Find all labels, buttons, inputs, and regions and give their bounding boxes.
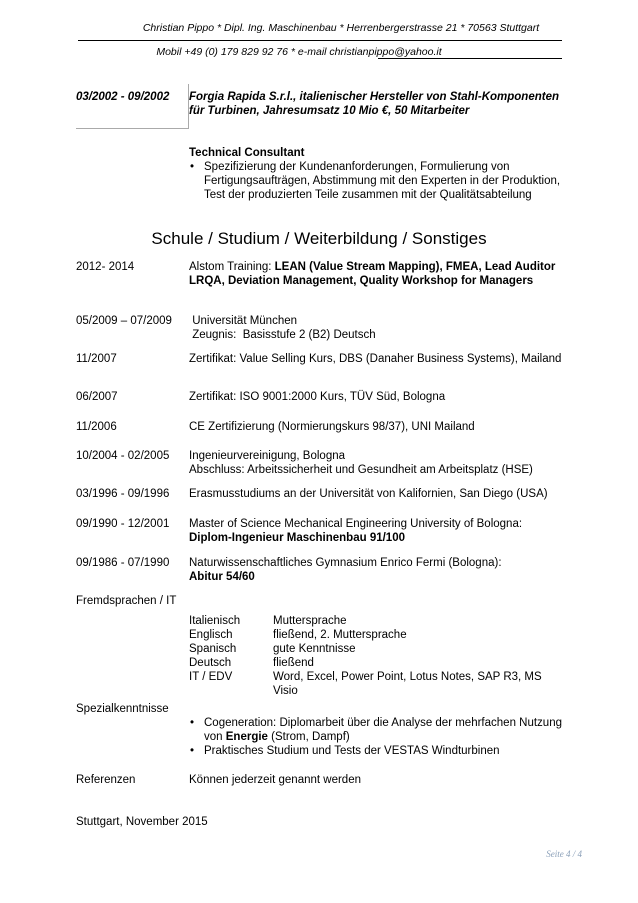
education-period: 09/1986 - 07/1990: [76, 557, 170, 569]
language-row: Italienisch Muttersprache: [189, 615, 347, 627]
cv-page: Christian Pippo * Dipl. Ing. Maschinenbau * Herrenbergerstrasse 21 * 70563 Stuttgart Mobil +49 (0) 179 829 92 76 * e-mail christianpippo@yahoo.it 03/2002 - 09/2002 Forgia Rapida S.r.l., italienischer Hersteller von Stahl-Komponenten für Turbinen, Jahresumsatz 10 Mio €, 50 Mitarbeiter Technical Consultant • Spezifizierung der Kundenanforderungen, Formulierung von Fertigungsaufträgen, Abstimmung mit den Experten in der Produktion, Test der produzierten Teile zusammen mit der Qualitätsabteilung Schule / Studium / Weiterbildung / Sonstiges 2012- 2014 Alstom Training: LEAN (Value Stream Mapping), FMEA, Lead Auditor LRQA, Deviation Management, Quality Workshop for Managers 05/2009 – 07/2009 Universität München Zeugnis: Basisstufe 2 (B2) Deutsch 11/2007 Zertifikat: Value Selling Kurs, DBS (Danaher Business Systems), Mailand 06/2007 Zertifikat: ISO 9001:2000 Kurs, TÜV Süd, Bologna 11/2006 CE Zertifizierung (Normierungskurs 98/37), UNI Mailand 10/2004 - 02/2005 Ingenieurvereinigung, Bologna Abschluss: Arbeitssicherheit und Gesundheit am Arbeitsplatz (HSE) 03/1996 - 09/1996 Erasmusstudiums an der Universität von Kalifornien, San Diego (USA) 09/1990 - 12/2001 Master of Science Mechanical Engineering University of Bologna: Diplom-Ingenieur Maschinenbau 91/100 09/1986 - 07/1990 Naturwissenschaftliches Gymnasium Enrico Fermi (Bologna): Abitur 54/60 Fremdsprachen / IT Italienisch Muttersprache Englisch fließend, 2. Muttersprache Spanisch gute Kenntnisse Deutsch fließend IT / EDV Word, Excel, Power Point, Lotus Notes, SAP R3, MS Visio Spezialkenntnisse • Cogeneration: Diplomarbeit über die Analyse der mehrfachen Nutzung von Energie (Strom, Dampf) • Praktisches Studium und Tests der VESTAS Windturbinen Referenzen Können jederzeit genannt werden Stuttgart, November 2015 Seite 4 / 4: [0, 0, 638, 903]
employment-task-list: [189, 160, 566, 202]
section-title: Schule / Studium / Weiterbildung / Sonstiges: [151, 229, 487, 248]
language-row: Englisch fließend, 2. Muttersprache: [189, 629, 407, 641]
special-list: [189, 716, 566, 758]
employment-role: Technical Consultant: [189, 147, 305, 159]
page-number: Seite 4 / 4: [546, 849, 582, 859]
employment-task: • Spezifizierung der Kundenanforderungen, Formulierung von Fertigungsaufträgen, Abstimmung mit den Experten in der Produktion, Test der produzierten Teile zusammen mit der Qualitätsabteilung: [189, 160, 566, 202]
header-contact-line-2: Mobil +49 (0) 179 829 92 76 * e-mail christianpippo@yahoo.it: [156, 46, 442, 58]
education-text: Universität München Zeugnis: Basisstufe 2 (B2) Deutsch: [189, 315, 376, 341]
references-text: Können jederzeit genannt werden: [189, 774, 361, 786]
education-text: Zertifikat: Value Selling Kurs, DBS (Danaher Business Systems), Mailand: [189, 353, 562, 365]
education-text: Zertifikat: ISO 9001:2000 Kurs, TÜV Süd, Bologna: [189, 391, 446, 403]
special-item: • Praktisches Studium und Tests der VESTAS Windturbinen: [189, 744, 566, 758]
education-period: 03/1996 - 09/1996: [76, 488, 170, 500]
header-rule-2: [378, 58, 562, 59]
education-text: Ingenieurvereinigung, Bologna Abschluss: Arbeitssicherheit und Gesundheit am Arbeitsplatz (HSE): [189, 450, 533, 476]
education-text: CE Zertifizierung (Normierungskurs 98/37), UNI Mailand: [189, 421, 475, 433]
language-row: IT / EDV Word, Excel, Power Point, Lotus Notes, SAP R3, MS Visio: [189, 671, 542, 697]
education-text: Alstom Training: LEAN (Value Stream Mapping), FMEA, Lead Auditor LRQA, Deviation Management, Quality Workshop for Managers: [189, 261, 556, 287]
special-label: Spezialkenntnisse: [76, 703, 169, 715]
education-period: 09/1990 - 12/2001: [76, 518, 170, 530]
education-period: 11/2006: [76, 421, 117, 433]
references-label: Referenzen: [76, 774, 136, 786]
languages-label: Fremdsprachen / IT: [76, 595, 177, 607]
education-period: 06/2007: [76, 391, 118, 403]
header-rule: [78, 40, 562, 41]
education-text: Erasmusstudiums an der Universität von Kalifornien, San Diego (USA): [189, 488, 548, 500]
employment-period: 03/2002 - 09/2002: [76, 91, 170, 103]
education-text: Master of Science Mechanical Engineering University of Bologna: Diplom-Ingenieur Maschinenbau 91/100: [189, 518, 523, 544]
languages-list: [189, 614, 566, 698]
education-period: 2012- 2014: [76, 261, 135, 273]
special-item: • Cogeneration: Diplomarbeit über die Analyse der mehrfachen Nutzung von Energie (Strom, Dampf): [189, 716, 566, 744]
education-period: 10/2004 - 02/2005: [76, 450, 170, 462]
education-period: 11/2007: [76, 353, 117, 365]
language-row: Deutsch fließend: [189, 657, 314, 669]
header-contact-line: Christian Pippo * Dipl. Ing. Maschinenbau * Herrenbergerstrasse 21 * 70563 Stuttgart: [142, 22, 540, 34]
language-row: Spanisch gute Kenntnisse: [189, 643, 356, 655]
employment-company: Forgia Rapida S.r.l., italienischer Hersteller von Stahl-Komponenten für Turbinen, Jahresumsatz 10 Mio €, 50 Mitarbeiter: [189, 91, 559, 117]
education-period: 05/2009 – 07/2009: [76, 315, 172, 327]
education-text: Naturwissenschaftliches Gymnasium Enrico Fermi (Bologna): Abitur 54/60: [189, 557, 502, 583]
